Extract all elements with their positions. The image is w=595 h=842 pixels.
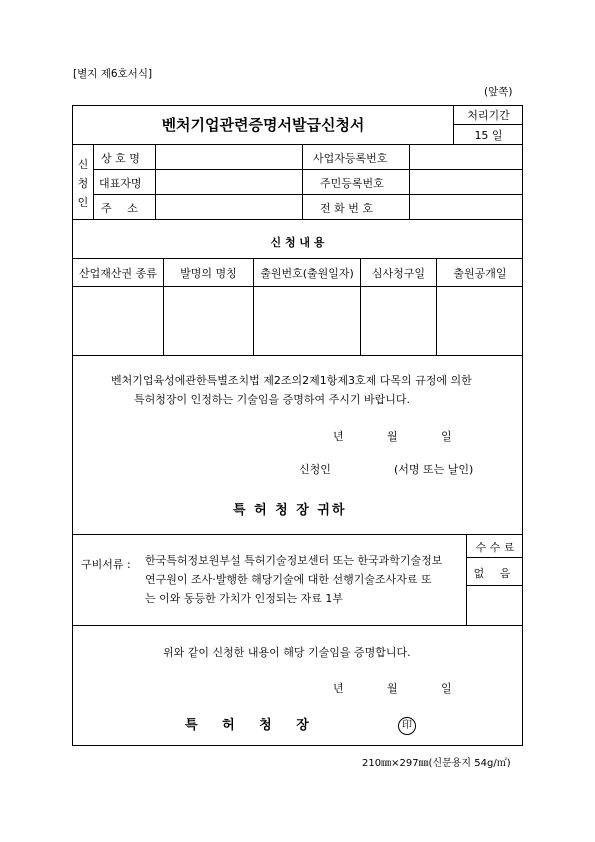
page-side-label: (앞쪽)	[484, 86, 513, 98]
required-documents-line: 연구원이 조사·발행한 해당기술에 대한 선행기술조사자료 또	[145, 573, 432, 586]
required-documents-label: 구비서류 :	[81, 558, 131, 571]
col-line	[409, 144, 410, 219]
column-header: 심사청구일	[371, 267, 426, 280]
company-name-label: 상 호 명	[101, 152, 140, 165]
phone-label: 전 화 번 호	[320, 202, 373, 215]
date-year-label: 년	[333, 430, 344, 443]
business-number-label: 사업자등록번호	[313, 152, 388, 165]
applicant-group-char: 청	[77, 177, 89, 190]
resident-number-label: 주민등록번호	[320, 177, 384, 190]
required-documents-line: 한국특허정보원부설 특허기술정보센터 또는 한국과학기술정보	[145, 554, 443, 567]
processing-divider	[453, 124, 523, 125]
form-title: 벤처기업관련증명서발급신청서	[161, 116, 365, 134]
row-line	[72, 144, 523, 145]
request-text-line: 특허청장이 인정하는 기술임을 증명하여 주시기 바랍니다.	[134, 393, 411, 406]
applicant-sign-label: 신청인	[299, 463, 331, 476]
row-line	[466, 557, 523, 558]
processing-period-label: 처리기간	[467, 109, 510, 122]
row-line	[466, 585, 523, 586]
addressee-label: 특 허 청 장 귀하	[233, 503, 347, 518]
seal-mark	[398, 713, 416, 735]
date-month-label: 월	[387, 430, 398, 443]
date-day-label: 일	[441, 430, 452, 443]
applicant-group-char: 신	[77, 158, 89, 171]
col-line	[93, 144, 94, 219]
application-content-header: 신 청 내 용	[270, 236, 325, 249]
col-line	[155, 144, 156, 219]
fee-label: 수 수 료	[475, 541, 515, 554]
column-header: 출원공개일	[453, 267, 507, 280]
paper-size-note: 210㎜×297㎜(신문용지 54g/㎡)	[362, 758, 511, 769]
row-line	[72, 534, 523, 535]
representative-label: 대표자명	[99, 177, 142, 190]
processing-period-value: 15 일	[474, 129, 503, 142]
col-line	[302, 144, 303, 219]
required-documents-line: 는 이와 동등한 가치가 인정되는 자료 1부	[145, 592, 343, 605]
column-header: 출원번호(출원일자)	[260, 267, 354, 280]
row-line	[72, 258, 523, 259]
form-number-label: [별지 제6호서식]	[73, 68, 153, 80]
row-line	[93, 169, 523, 170]
row-line	[72, 286, 523, 287]
certification-day-label: 일	[441, 682, 452, 695]
signature-hint: (서명 또는 날인)	[394, 463, 474, 476]
certification-text: 위와 같이 신청한 내용이 해당 기술임을 증명합니다.	[163, 646, 411, 659]
seal-icon: 印	[398, 717, 416, 735]
certification-year-label: 년	[333, 682, 344, 695]
column-header: 산업재산권 종류	[79, 267, 157, 280]
request-text-line: 벤처기업육성에관한특별조치법 제2조의2제1항제3호제 다목의 규정에 의한	[111, 374, 472, 387]
applicant-group-char: 인	[77, 196, 89, 209]
row-line	[72, 219, 523, 220]
column-header: 발명의 명칭	[180, 267, 237, 280]
row-line	[72, 625, 523, 626]
fee-value: 없 음	[473, 567, 517, 580]
row-line	[93, 194, 523, 195]
address-label: 주 소	[101, 202, 144, 215]
issuer-label: 특 허 청 장	[185, 718, 309, 733]
certification-month-label: 월	[387, 682, 398, 695]
row-line	[72, 355, 523, 356]
